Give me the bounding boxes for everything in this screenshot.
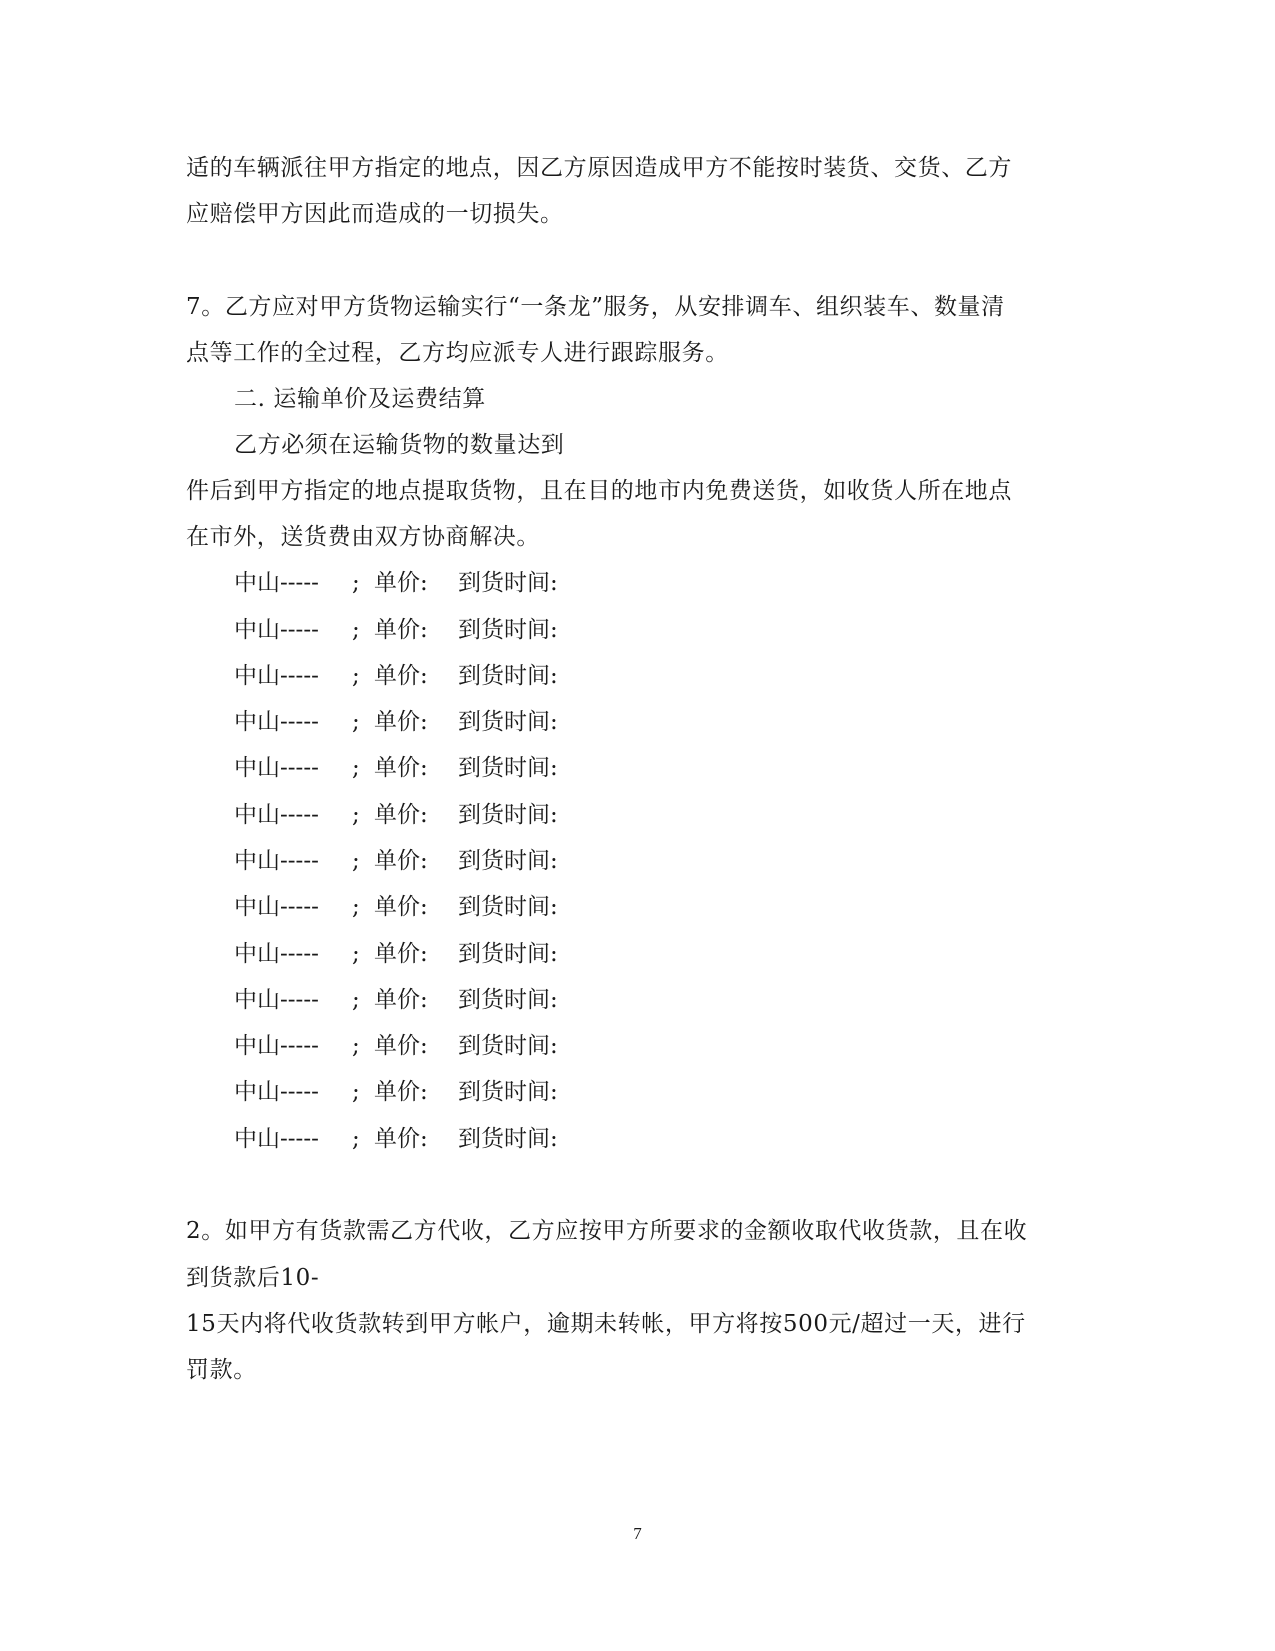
route: 中山----- — [234, 894, 319, 920]
price-label: 单价: — [374, 1126, 428, 1152]
route: 中山----- — [234, 1126, 319, 1152]
price-label: 单价: — [374, 1079, 428, 1105]
separator: ; — [352, 941, 360, 967]
route: 中山----- — [234, 1079, 319, 1105]
price-label: 单价: — [374, 709, 428, 735]
price-label: 单价: — [374, 663, 428, 689]
arrival-time-label: 到货时间: — [458, 894, 558, 920]
price-label: 单价: — [374, 941, 428, 967]
arrival-time-label: 到货时间: — [458, 755, 558, 781]
section-heading: 二. 运输单价及运费结算 — [234, 386, 486, 412]
arrival-time-label: 到货时间: — [458, 709, 558, 735]
arrival-time-label: 到货时间: — [458, 941, 558, 967]
paragraph-line: 乙方必须在运输货物的数量达到 — [234, 432, 565, 458]
paragraph-line: 适的车辆派往甲方指定的地点，因乙方原因造成甲方不能按时装货、交货、乙方 — [186, 155, 1012, 181]
separator: ; — [352, 1126, 360, 1152]
page-number: 7 — [633, 1524, 642, 1543]
arrival-time-label: 到货时间: — [458, 802, 558, 828]
separator: ; — [352, 848, 360, 874]
separator: ; — [352, 663, 360, 689]
route: 中山----- — [234, 570, 319, 596]
separator: ; — [352, 755, 360, 781]
route: 中山----- — [234, 941, 319, 967]
paragraph-line: 件后到甲方指定的地点提取货物，且在目的地市内免费送货，如收货人所在地点 — [186, 478, 1012, 504]
paragraph-line: 7。乙方应对甲方货物运输实行“一条龙”服务，从安排调车、组织装车、数量清 — [186, 294, 1005, 320]
route: 中山----- — [234, 709, 319, 735]
arrival-time-label: 到货时间: — [458, 1126, 558, 1152]
price-label: 单价: — [374, 1033, 428, 1059]
paragraph-line: 点等工作的全过程，乙方均应派专人进行跟踪服务。 — [186, 340, 729, 366]
arrival-time-label: 到货时间: — [458, 1079, 558, 1105]
arrival-time-label: 到货时间: — [458, 663, 558, 689]
route: 中山----- — [234, 987, 319, 1013]
price-label: 单价: — [374, 617, 428, 643]
separator: ; — [352, 802, 360, 828]
separator: ; — [352, 987, 360, 1013]
arrival-time-label: 到货时间: — [458, 987, 558, 1013]
price-label: 单价: — [374, 848, 428, 874]
arrival-time-label: 到货时间: — [458, 848, 558, 874]
separator: ; — [352, 617, 360, 643]
separator: ; — [352, 709, 360, 735]
route: 中山----- — [234, 663, 319, 689]
arrival-time-label: 到货时间: — [458, 617, 558, 643]
separator: ; — [352, 1033, 360, 1059]
route: 中山----- — [234, 755, 319, 781]
arrival-time-label: 到货时间: — [458, 1033, 558, 1059]
arrival-time-label: 到货时间: — [458, 570, 558, 596]
price-label: 单价: — [374, 755, 428, 781]
separator: ; — [352, 894, 360, 920]
price-label: 单价: — [374, 987, 428, 1013]
price-label: 单价: — [374, 894, 428, 920]
paragraph-line: 罚款。 — [186, 1357, 257, 1383]
route: 中山----- — [234, 1033, 319, 1059]
price-label: 单价: — [374, 570, 428, 596]
paragraph-line: 15天内将代收货款转到甲方帐户，逾期未转帐，甲方将按500元/超过一天，进行 — [186, 1311, 1026, 1337]
paragraph-line: 应赔偿甲方因此而造成的一切损失。 — [186, 201, 564, 227]
paragraph-line: 到货款后10- — [186, 1265, 320, 1291]
route: 中山----- — [234, 848, 319, 874]
price-label: 单价: — [374, 802, 428, 828]
separator: ; — [352, 1079, 360, 1105]
route: 中山----- — [234, 617, 319, 643]
paragraph-line: 2。如甲方有货款需乙方代收，乙方应按甲方所要求的金额收取代收货款，且在收 — [186, 1218, 1028, 1244]
separator: ; — [352, 570, 360, 596]
route: 中山----- — [234, 802, 319, 828]
paragraph-line: 在市外，送货费由双方协商解决。 — [186, 524, 540, 550]
